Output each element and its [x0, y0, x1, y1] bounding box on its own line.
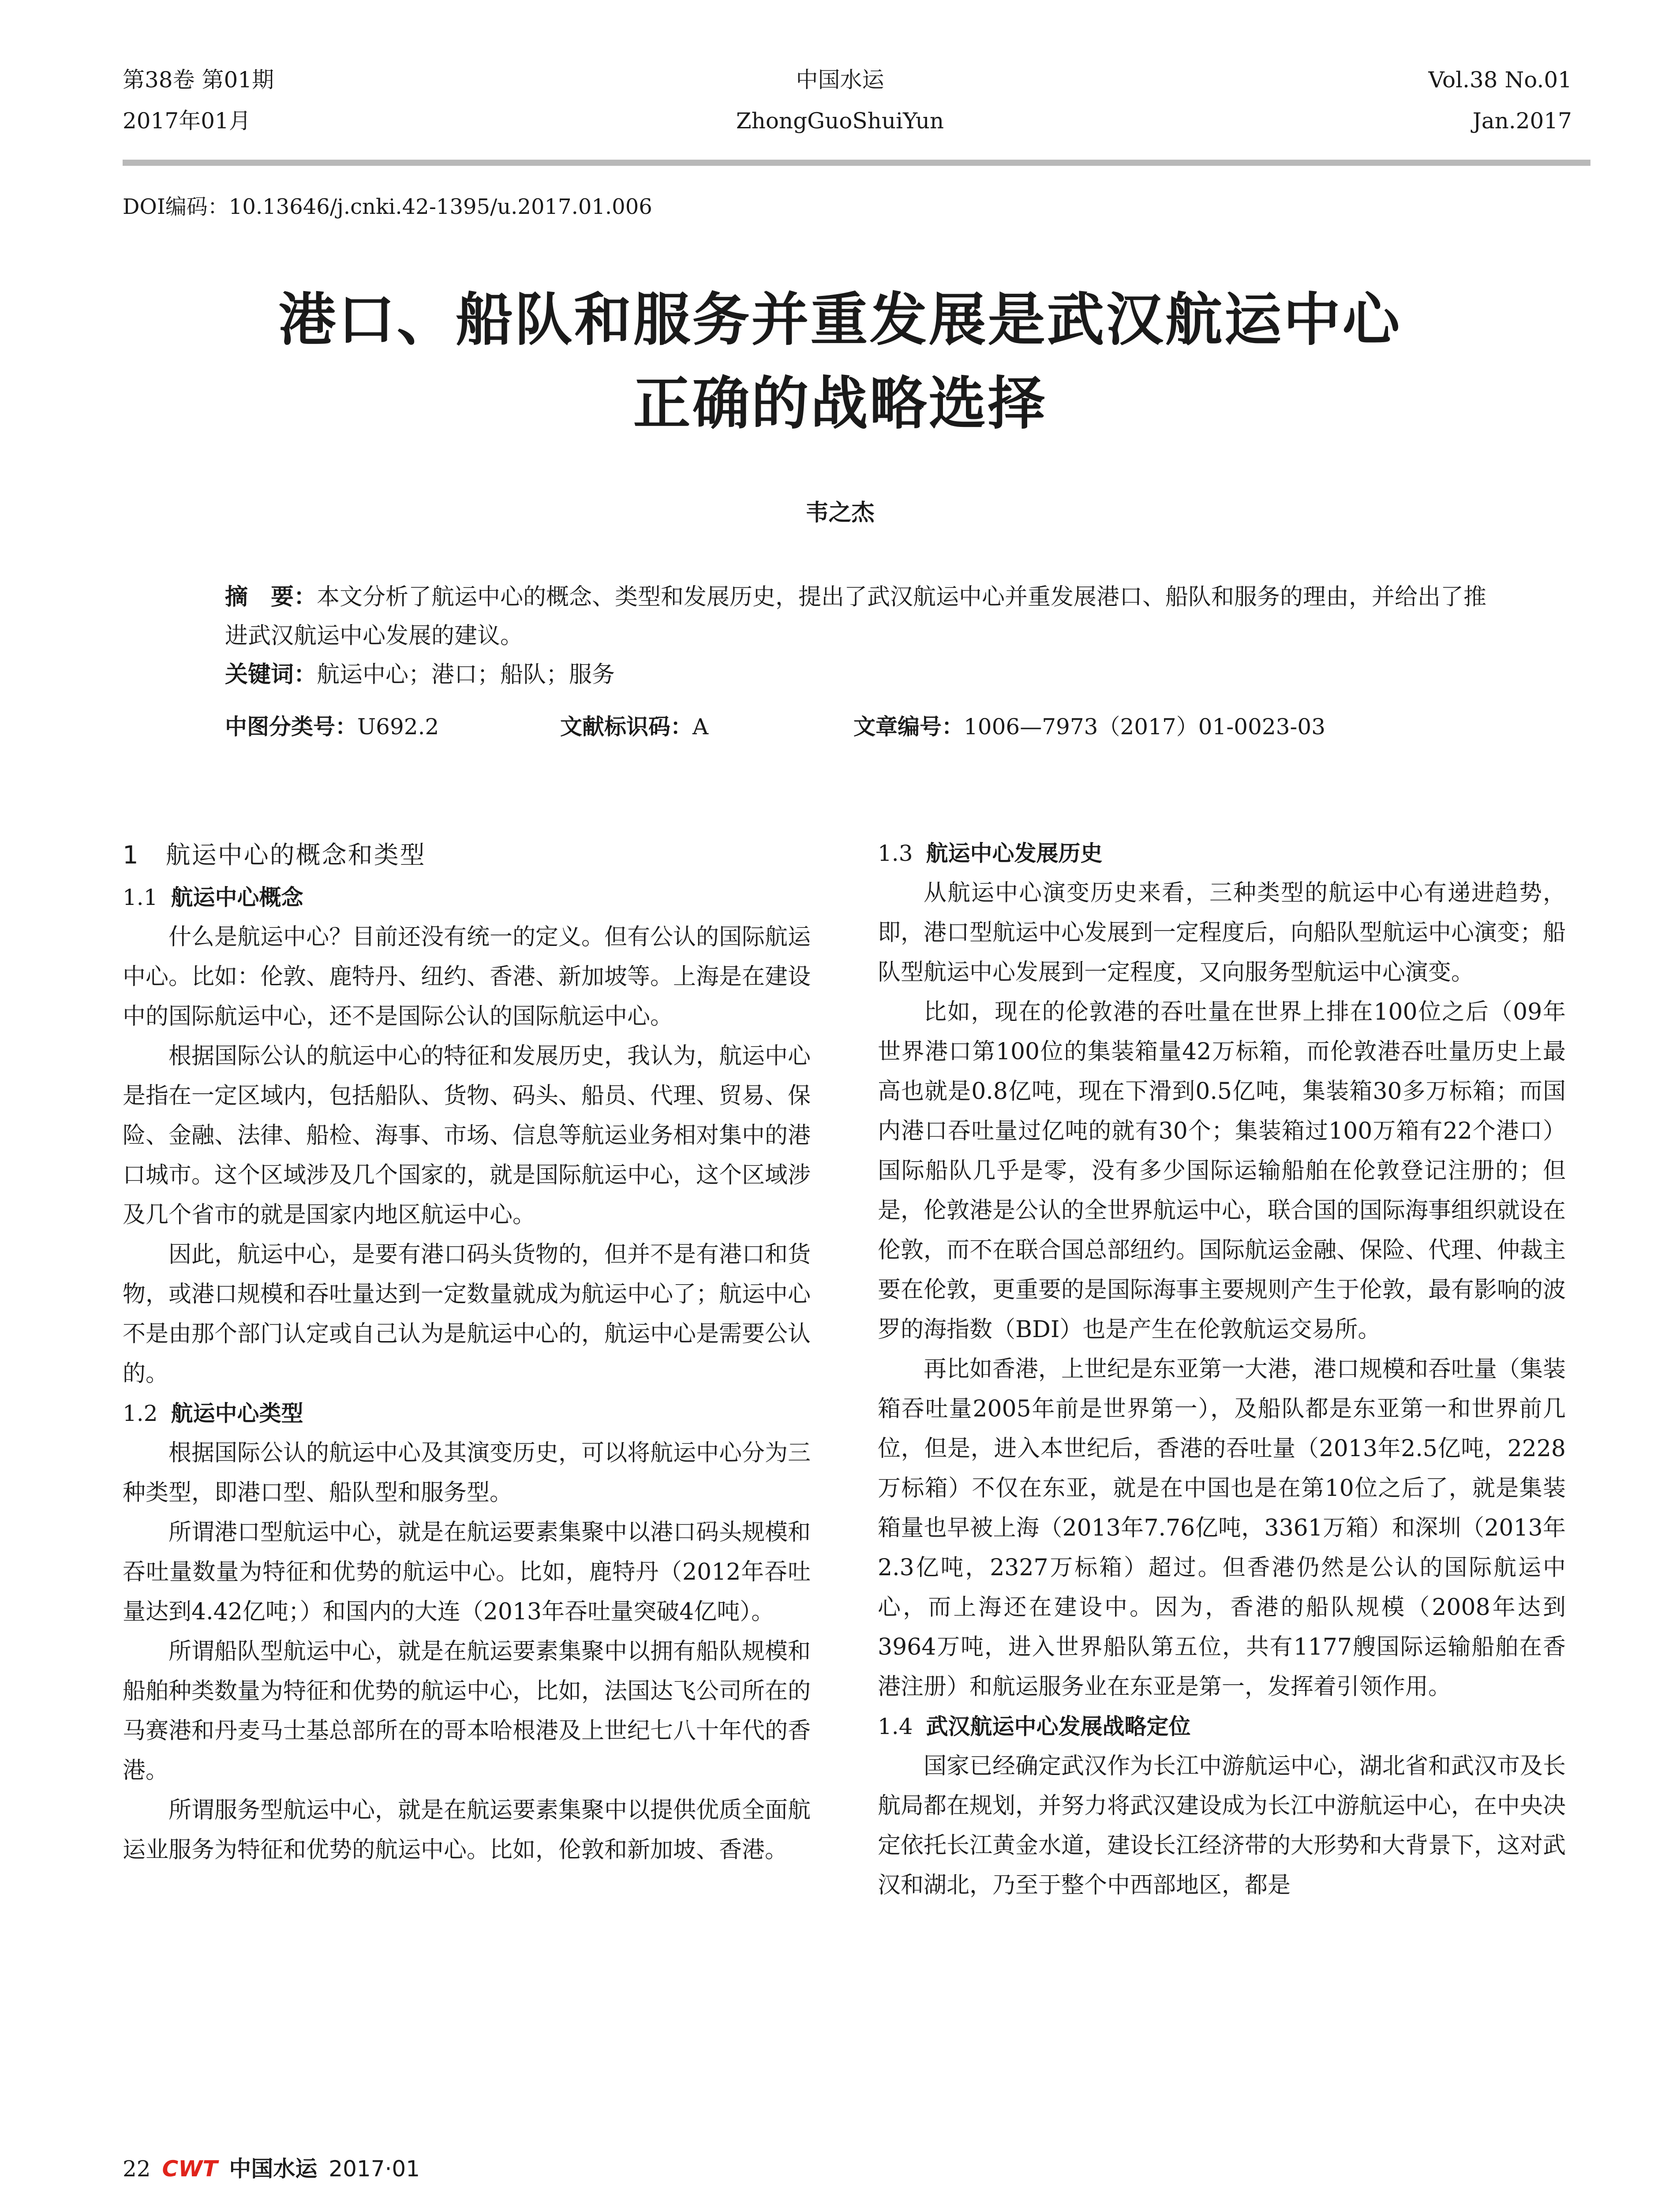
title-line-2: 正确的战略选择	[633, 370, 1047, 437]
section-1-4-title: 武汉航运中心发展战略定位	[926, 1714, 1191, 1739]
paragraph: 因此，航运中心，是要有港口码头货物的，但并不是有港口和货物，或港口规模和吞吐量达到一定数量就成为航运中心了；航运中心不是由那个部门认定或自己认为是航运中心的，航运中心是需要公认的。	[123, 1241, 811, 1387]
abstract-text: 本文分析了航运中心的概念、类型和发展历史，提出了武汉航运中心并重发展港口、船队和服务的理由，并给出了推进武汉航运中心发展的建议。	[225, 584, 1487, 649]
paragraph: 所谓服务型航运中心，就是在航运要素集聚中以提供优质全面航运业服务为特征和优势的航运中心。比如，伦敦和新加坡、香港。	[123, 1797, 811, 1863]
cwt-logo: CWT	[162, 2156, 218, 2182]
title-line-1: 港口、船队和服务并重发展是武汉航运中心	[278, 286, 1402, 353]
header-date: 2017年01月	[123, 108, 251, 134]
keywords-text: 航运中心；港口；船队；服务	[317, 662, 615, 688]
classification-value: U692.2	[357, 714, 439, 740]
doc-code-label: 文献标识码：	[560, 714, 692, 740]
section-1-4-number: 1.4	[878, 1714, 913, 1739]
header-journal-pinyin: ZhongGuoShuiYun	[736, 108, 944, 134]
section-1-1-number: 1.1	[123, 885, 158, 910]
paragraph: 从航运中心演变历史来看，三种类型的航运中心有递进趋势，即，港口型航运中心发展到一定程度后，向船队型航运中心演变；船队型航运中心发展到一定程度，又向服务型航运中心演变。	[878, 880, 1566, 986]
footer-date: 2017·01	[329, 2156, 420, 2182]
abstract-block	[225, 578, 1495, 694]
classification	[225, 709, 439, 741]
keywords	[225, 655, 1495, 694]
classification-label: 中图分类号：	[225, 714, 357, 740]
section-1-1-title: 航运中心概念	[171, 885, 303, 910]
paragraph: 再比如香港，上世纪是东亚第一大港，港口规模和吞吐量（集装箱吞吐量2005年前是世界第一），及船队都是东亚第一和世界前几位，但是，进入本世纪后，香港的吞吐量（2013年2.5亿吨，2228万标箱）不仅在东亚，就是在中国也是在第10位之后了，就是集装箱量也早被上海（2013年7.76亿吨，3361万箱）和深圳（2013年2.3亿吨，2327万标箱）超过。但香港仍然是公认的国际航运中心，而上海还在建设中。因为，香港的船队规模（2008年达到3964万吨，进入世界船队第五位，共有1177艘国际运输船舶在香港注册）和航运服务业在东亚是第一，发挥着引领作用。	[878, 1356, 1566, 1700]
section-1-heading: 1 航运中心的概念和类型	[123, 841, 426, 870]
article-number-label: 文章编号：	[853, 714, 964, 740]
header-vol-en: Vol.38 No.01	[1428, 67, 1572, 93]
section-1-4-heading	[878, 1707, 1566, 1746]
paragraph: 什么是航运中心？目前还没有统一的定义。但有公认的国际航运中心。比如：伦敦、鹿特丹、纽约、香港、新加坡等。上海是在建设中的国际航运中心，还不是国际公认的国际航运中心。	[123, 924, 811, 1030]
paragraph: 国家已经确定武汉作为长江中游航运中心，湖北省和武汉市及长航局都在规划，并努力将武汉建设成为长江中游航运中心，在中央决定依托长江黄金水道，建设长江经济带的大形势和大背景下，这对武汉和湖北，乃至于整个中西部地区，都是	[878, 1753, 1566, 1899]
section-1-3-number: 1.3	[878, 841, 913, 866]
paragraph: 比如，现在的伦敦港的吞吐量在世界上排在100位之后（09年世界港口第100位的集装箱量42万标箱，而伦敦港吞吐量历史上最高也就是0.8亿吨，现在下滑到0.5亿吨，集装箱30多万标箱；而国内港口吞吐量过亿吨的就有30个；集装箱过100万箱有22个港口）国际船队几乎是零，没有多少国际运输船舶在伦敦登记注册的；但是，伦敦港是公认的全世界航运中心，联合国的国际海事组织就设在伦敦，而不在联合国总部纽约。国际航运金融、保险、代理、仲裁主要在伦敦，更重要的是国际海事主要规则产生于伦敦，最有影响的波罗的海指数（BDI）也是产生在伦敦航运交易所。	[878, 999, 1566, 1343]
author: 韦之杰	[805, 499, 875, 526]
abstract-label: 摘 要：	[225, 584, 317, 610]
article-number-value: 1006—7973（2017）01-0023-03	[964, 714, 1326, 740]
doc-code-value: A	[692, 714, 709, 740]
section-1-2-title: 航运中心类型	[171, 1401, 303, 1426]
article-number	[853, 709, 1325, 741]
paragraph: 根据国际公认的航运中心及其演变历史，可以将航运中心分为三种类型，即港口型、船队型和服务型。	[123, 1440, 811, 1506]
doi: DOI编码：10.13646/j.cnki.42-1395/u.2017.01.006	[123, 194, 652, 219]
page-footer	[123, 2151, 420, 2183]
header-volume-issue: 第38卷 第01期	[123, 67, 274, 93]
header-rule	[123, 160, 1590, 166]
right-column	[878, 833, 1566, 1905]
keywords-label: 关键词：	[225, 662, 317, 688]
page-number: 22	[123, 2156, 151, 2182]
section-1-3-heading	[878, 833, 1566, 873]
section-1-3-title: 航运中心发展历史	[926, 841, 1103, 866]
section-1-2-heading	[123, 1394, 811, 1433]
abstract	[225, 578, 1495, 655]
header-date-en: Jan.2017	[1472, 108, 1572, 134]
paragraph: 所谓船队型航运中心，就是在航运要素集聚中以拥有船队规模和船舶种类数量为特征和优势的航运中心，比如，法国达飞公司所在的马赛港和丹麦马士基总部所在的哥本哈根港及上世纪七八十年代的香港。	[123, 1638, 811, 1784]
article-title	[132, 278, 1548, 445]
doc-code	[560, 709, 708, 741]
section-1-1-heading	[123, 878, 811, 917]
paragraph: 所谓港口型航运中心，就是在航运要素集聚中以港口码头规模和吞吐量数量为特征和优势的航运中心。比如，鹿特丹（2012年吞吐量达到4.42亿吨；）和国内的大连（2013年吞吐量突破4亿吨）。	[123, 1519, 811, 1625]
paragraph: 根据国际公认的航运中心的特征和发展历史，我认为，航运中心是指在一定区域内，包括船队、货物、码头、船员、代理、贸易、保险、金融、法律、船检、海事、市场、信息等航运业务相对集中的港口城市。这个区域涉及几个国家的，就是国际航运中心，这个区域涉及几个省市的就是国家内地区航运中心。	[123, 1043, 811, 1228]
header-journal-name: 中国水运	[796, 67, 884, 93]
section-1-2-number: 1.2	[123, 1401, 158, 1426]
left-column	[123, 833, 811, 1870]
footer-journal-name: 中国水运	[229, 2156, 318, 2182]
